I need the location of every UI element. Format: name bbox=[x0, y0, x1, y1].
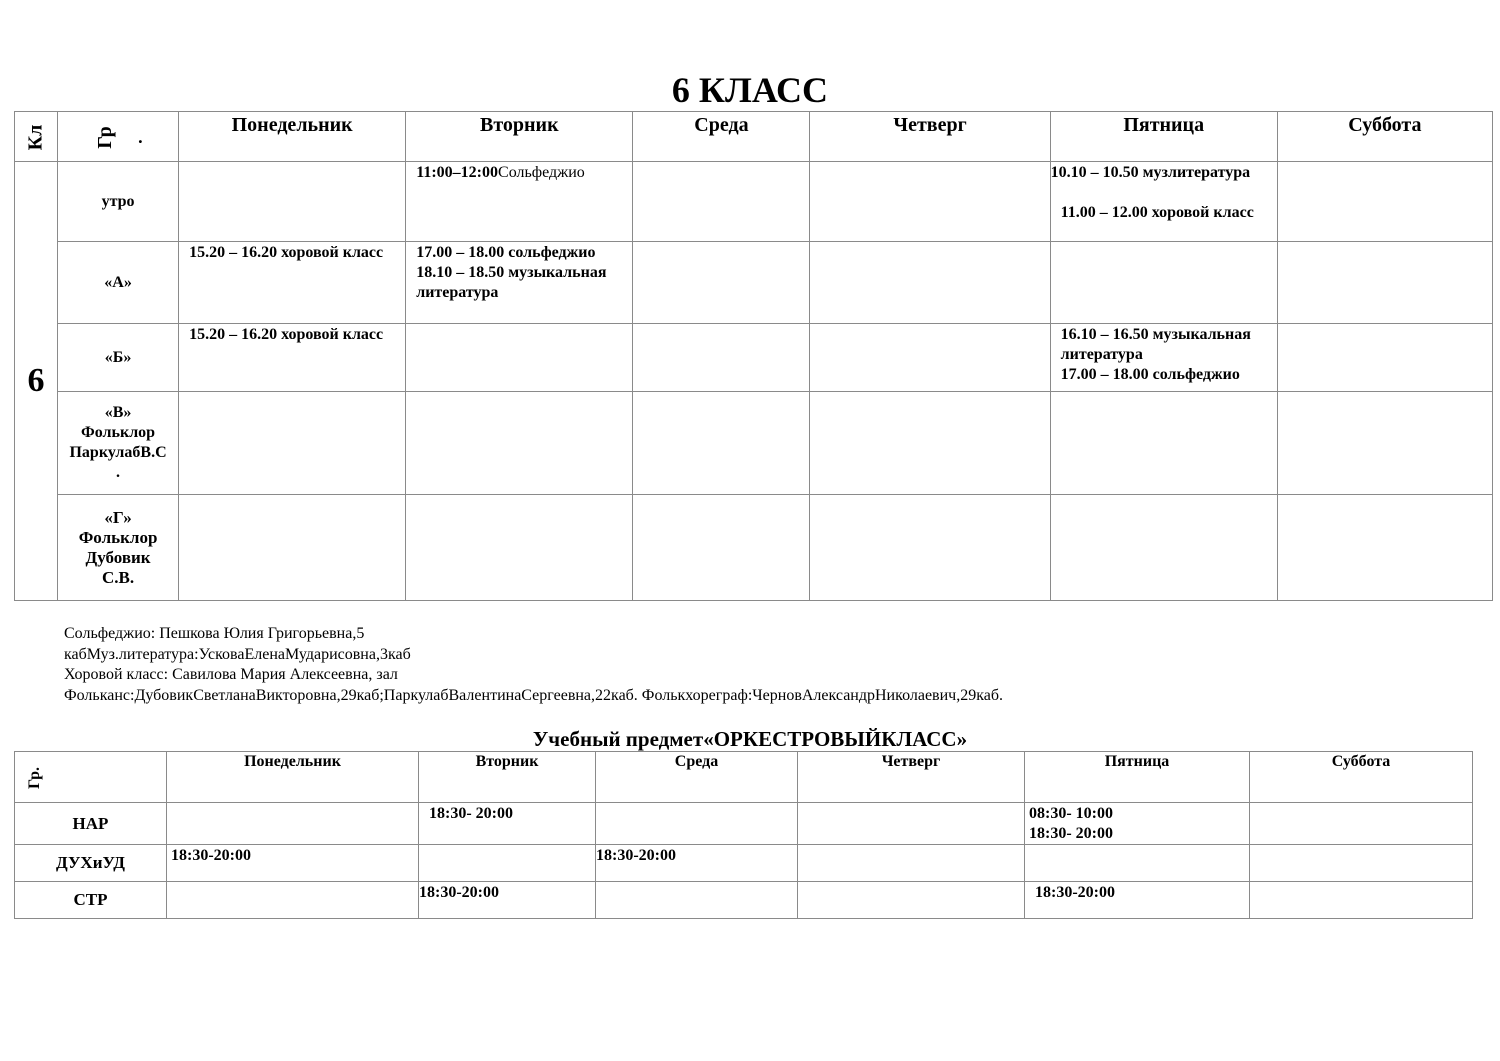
note-line: Сольфеджио: Пешкова Юлия Григорьевна,5 bbox=[64, 625, 365, 642]
schedule-cell bbox=[406, 162, 633, 242]
orchestra-cell bbox=[419, 803, 596, 845]
lesson-time: 18:30-20:00 bbox=[596, 847, 676, 864]
group-label-line: утро bbox=[101, 192, 135, 210]
day-header: Пятница bbox=[1025, 752, 1250, 803]
lesson-entry: 15.20 – 16.20 хоровой класс bbox=[189, 244, 384, 261]
orchestra-cell bbox=[167, 803, 419, 845]
group-label-line: «А» bbox=[104, 273, 132, 291]
schedule-header-row bbox=[15, 112, 1493, 162]
orchestra-cell bbox=[419, 845, 596, 882]
day-header: Вторник bbox=[419, 752, 596, 803]
day-header: Четверг bbox=[798, 752, 1025, 803]
group-label-line: Фольклор bbox=[78, 527, 158, 547]
orchestra-header-row bbox=[15, 752, 1473, 803]
orchestra-cell bbox=[798, 845, 1025, 882]
lesson-entry: 11:00–12:00Сольфеджио bbox=[416, 164, 585, 181]
schedule-cell bbox=[1277, 392, 1492, 495]
schedule-cell bbox=[1050, 495, 1277, 601]
group-label-line: Дубовик bbox=[85, 547, 151, 567]
orchestra-row bbox=[15, 803, 1473, 845]
schedule-cell bbox=[810, 495, 1050, 601]
group-label-line: Фольклор bbox=[81, 424, 156, 441]
lesson-time: 18:30-20:00 bbox=[171, 847, 251, 864]
orchestra-row bbox=[15, 845, 1473, 882]
schedule-cell bbox=[179, 495, 406, 601]
day-header: Среда bbox=[596, 752, 798, 803]
schedule-cell bbox=[1277, 324, 1492, 392]
class-schedule-table bbox=[14, 111, 1493, 601]
note-line: Хоровой класс: Савилова Мария Алексеевна, зал bbox=[64, 666, 398, 683]
lesson-time: 18:30- 20:00 bbox=[429, 805, 513, 822]
orchestra-row bbox=[15, 882, 1473, 919]
group-label bbox=[58, 162, 179, 242]
schedule-cell bbox=[406, 324, 633, 392]
lesson-entry: 15.20 – 16.20 хоровой класс bbox=[189, 326, 384, 343]
group-label bbox=[58, 495, 179, 601]
lesson-entry bbox=[1051, 183, 1273, 203]
day-header: Понедельник bbox=[167, 752, 419, 803]
schedule-cell bbox=[179, 162, 406, 242]
schedule-cell bbox=[1050, 242, 1277, 324]
schedule-cell bbox=[1050, 324, 1277, 392]
schedule-cell bbox=[633, 392, 810, 495]
group-label: ДУХиУД bbox=[15, 845, 167, 882]
schedule-row bbox=[15, 242, 1493, 324]
schedule-cell bbox=[810, 392, 1050, 495]
orchestra-cell bbox=[1250, 803, 1473, 845]
schedule-cell bbox=[179, 242, 406, 324]
schedule-cell bbox=[633, 324, 810, 392]
orchestra-cell bbox=[1250, 882, 1473, 919]
group-label-line: «Б» bbox=[104, 348, 132, 366]
group-label bbox=[58, 324, 179, 392]
schedule-cell bbox=[406, 495, 633, 601]
schedule-row bbox=[15, 162, 1493, 242]
schedule-cell bbox=[1277, 162, 1492, 242]
schedule-cell bbox=[1277, 495, 1492, 601]
page-title: 6 КЛАСС bbox=[671, 70, 829, 110]
orchestra-cell bbox=[1025, 882, 1250, 919]
teacher-notes bbox=[64, 624, 1003, 706]
lesson-entry: 17.00 – 18.00 сольфеджио bbox=[1060, 366, 1240, 383]
schedule-row bbox=[15, 392, 1493, 495]
schedule-cell bbox=[406, 392, 633, 495]
lesson-entry: 10.10 – 10.50 музлитература bbox=[1050, 164, 1251, 181]
schedule-cell bbox=[633, 242, 810, 324]
day-header: Четверг bbox=[810, 112, 1050, 162]
schedule-cell bbox=[1050, 392, 1277, 495]
class-number: 6 bbox=[15, 162, 58, 601]
kl-header: Кл bbox=[15, 112, 58, 162]
orchestra-cell bbox=[596, 845, 798, 882]
orchestra-cell bbox=[167, 845, 419, 882]
day-header: Среда bbox=[633, 112, 810, 162]
lesson-entry: 18.10 – 18.50 музыкальная литература bbox=[416, 264, 607, 301]
lesson-time: 18:30-20:00 bbox=[419, 884, 499, 901]
group-label-line: С.В. bbox=[101, 567, 135, 587]
schedule-cell bbox=[810, 162, 1050, 242]
schedule-cell bbox=[1277, 242, 1492, 324]
orchestra-cell bbox=[419, 882, 596, 919]
group-label-line: ПаркулабВ.С bbox=[69, 444, 167, 461]
schedule-cell bbox=[810, 324, 1050, 392]
group-label bbox=[58, 242, 179, 324]
day-header: Пятница bbox=[1050, 112, 1277, 162]
group-label-line: «Г» bbox=[104, 507, 132, 527]
group-label-line: . bbox=[116, 464, 121, 481]
day-header: Суббота bbox=[1277, 112, 1492, 162]
orchestra-cell bbox=[596, 882, 798, 919]
lesson-time: 08:30- 10:00 bbox=[1029, 805, 1113, 822]
orchestra-cell bbox=[798, 882, 1025, 919]
group-label bbox=[58, 392, 179, 495]
day-header: Вторник bbox=[406, 112, 633, 162]
schedule-cell bbox=[179, 392, 406, 495]
lesson-time: 18:30-20:00 bbox=[1035, 884, 1115, 901]
schedule-cell bbox=[1050, 162, 1277, 242]
orchestra-cell bbox=[1025, 803, 1250, 845]
group-label: СТР bbox=[15, 882, 167, 919]
schedule-cell bbox=[633, 162, 810, 242]
day-header: Понедельник bbox=[179, 112, 406, 162]
orchestra-schedule-table bbox=[14, 751, 1473, 919]
orchestra-cell bbox=[798, 803, 1025, 845]
note-line: кабМуз.литература:УсковаЕленаМударисовна,3каб bbox=[64, 645, 411, 663]
group-label-line: «В» bbox=[104, 404, 132, 421]
schedule-cell bbox=[406, 242, 633, 324]
orchestra-title: Учебный предмет«ОРКЕСТРОВЫЙКЛАСС» bbox=[532, 727, 968, 751]
schedule-row bbox=[15, 324, 1493, 392]
orchestra-cell bbox=[167, 882, 419, 919]
group-label: НАР bbox=[15, 803, 167, 845]
lesson-entry: 16.10 – 16.50 музыкальная литература bbox=[1060, 326, 1251, 363]
note-line: Фольканс:ДубовикСветланаВикторовна,29каб;ПаркулабВалентинаСергеевна,22каб. Фолькхореграф:ЧерновАлександрНиколаевич,29каб. bbox=[64, 686, 1003, 704]
lesson-time: 18:30- 20:00 bbox=[1029, 825, 1113, 842]
day-header: Суббота bbox=[1250, 752, 1473, 803]
schedule-cell bbox=[179, 324, 406, 392]
orchestra-cell bbox=[1025, 845, 1250, 882]
lesson-entry: 17.00 – 18.00 сольфеджио bbox=[416, 244, 596, 261]
schedule-row bbox=[15, 495, 1493, 601]
gr-header: Гр. bbox=[15, 752, 167, 803]
lesson-entry: 11.00 – 12.00 хоровой класс bbox=[1060, 204, 1254, 221]
gr-header: Гр . bbox=[58, 112, 179, 162]
schedule-cell bbox=[633, 495, 810, 601]
orchestra-cell bbox=[1250, 845, 1473, 882]
orchestra-cell bbox=[596, 803, 798, 845]
schedule-cell bbox=[810, 242, 1050, 324]
